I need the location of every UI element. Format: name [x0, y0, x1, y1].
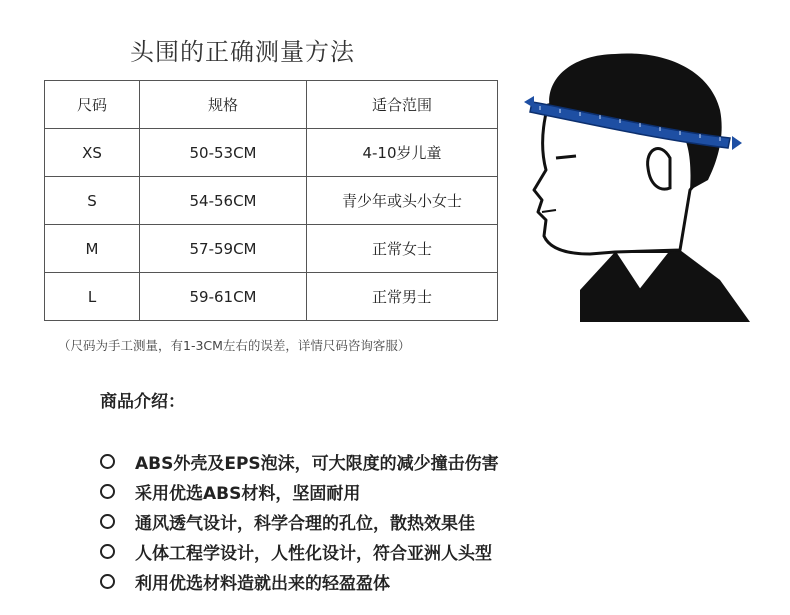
page-title: 头围的正确测量方法 — [130, 38, 355, 66]
list-item — [100, 566, 499, 596]
list-item — [100, 476, 499, 506]
cell-range: 青少年或头小女士 — [307, 177, 498, 225]
feature-text: ABS外壳及EPS泡沫，可大限度的减少撞击伤害 — [135, 453, 499, 474]
size-table — [44, 80, 498, 321]
table-row — [45, 177, 498, 225]
shirt-shape — [580, 250, 750, 322]
circle-bullet-icon — [100, 484, 115, 499]
head-measurement-illustration — [520, 40, 760, 325]
circle-bullet-icon — [100, 454, 115, 469]
feature-text: 通风透气设计，科学合理的孔位，散热效果佳 — [135, 513, 475, 534]
cell-spec: 54-56CM — [140, 177, 307, 225]
table-row — [45, 225, 498, 273]
list-item — [100, 536, 499, 566]
cell-size: L — [45, 273, 140, 321]
table-row — [45, 129, 498, 177]
cell-spec: 57-59CM — [140, 225, 307, 273]
eye-shape — [556, 156, 576, 158]
header-spec: 规格 — [140, 81, 307, 129]
header-size: 尺码 — [45, 81, 140, 129]
circle-bullet-icon — [100, 514, 115, 529]
arrow-left-icon — [524, 96, 534, 108]
measurement-note: （尺码为手工测量，有1-3CM左右的误差，详情尺码咨询客服） — [58, 338, 411, 353]
feature-text: 利用优选材料造就出来的轻盈盈体 — [135, 573, 390, 594]
table-header-row — [45, 81, 498, 129]
product-intro-title: 商品介绍： — [100, 392, 185, 412]
cell-size: S — [45, 177, 140, 225]
feature-text: 人体工程学设计，人性化设计，符合亚洲人头型 — [135, 543, 492, 564]
cell-range: 4-10岁儿童 — [307, 129, 498, 177]
list-item — [100, 446, 499, 476]
cell-size: M — [45, 225, 140, 273]
list-item — [100, 506, 499, 536]
cell-range: 正常男士 — [307, 273, 498, 321]
cell-range: 正常女士 — [307, 225, 498, 273]
feature-list — [100, 446, 499, 596]
feature-text: 采用优选ABS材料，坚固耐用 — [135, 483, 361, 504]
table-row — [45, 273, 498, 321]
cell-spec: 50-53CM — [140, 129, 307, 177]
cell-spec: 59-61CM — [140, 273, 307, 321]
cell-size: XS — [45, 129, 140, 177]
arrow-right-icon — [732, 136, 742, 150]
circle-bullet-icon — [100, 544, 115, 559]
circle-bullet-icon — [100, 574, 115, 589]
header-range: 适合范围 — [307, 81, 498, 129]
